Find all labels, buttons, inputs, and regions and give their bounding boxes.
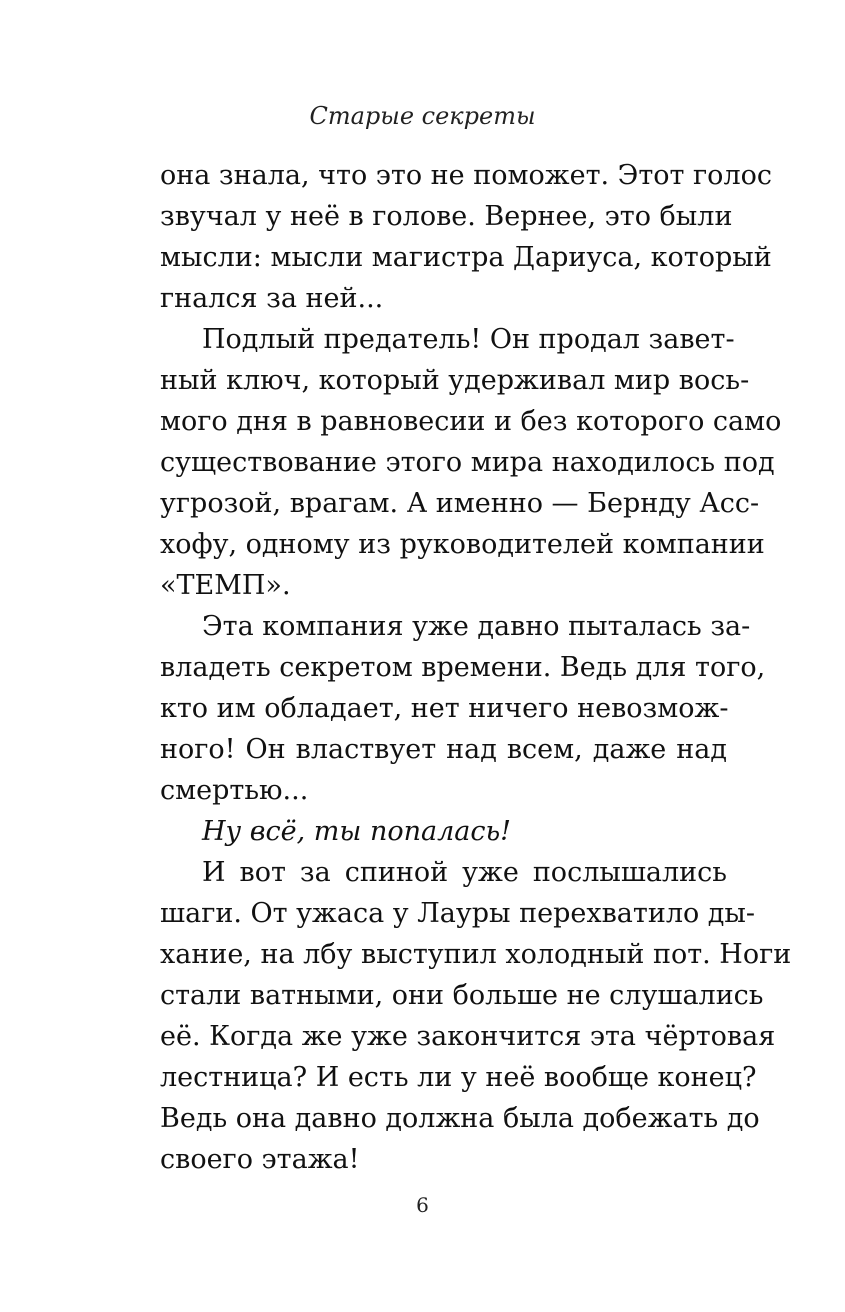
text-line: ный ключ, который удерживал мир вось- bbox=[160, 365, 750, 396]
italic-text-line: Ну всё, ты попалась! bbox=[202, 816, 512, 847]
text-line: существование этого мира находилось под bbox=[160, 447, 775, 478]
text-line: хание, на лбу выступил холодный пот. Ноги bbox=[160, 939, 792, 970]
text-line: Эта компания уже давно пыталась за- bbox=[202, 611, 751, 642]
text-line: Подлый предатель! Он продал завет- bbox=[202, 324, 735, 355]
text-line: «ТЕМП». bbox=[160, 570, 291, 601]
text-line: своего этажа! bbox=[160, 1144, 360, 1175]
text-line: мого дня в равновесии и без которого само bbox=[160, 406, 782, 437]
text-line: угрозой, врагам. А именно — Бернду Асс- bbox=[160, 488, 760, 519]
text-line: хофу, одному из руководителей компании bbox=[160, 529, 765, 560]
body-text bbox=[160, 155, 792, 1180]
text-line: мысли: мысли магистра Дариуса, который bbox=[160, 242, 772, 273]
page-number: 6 bbox=[416, 1193, 429, 1217]
text-line: смертью... bbox=[160, 775, 309, 806]
text-line: ного! Он властвует над всем, даже над bbox=[160, 734, 727, 765]
text-line: стали ватными, они больше не слушались bbox=[160, 980, 764, 1011]
text-line: звучал у неё в голове. Вернее, это были bbox=[160, 201, 733, 232]
text-line: Ведь она давно должна была добежать до bbox=[160, 1103, 760, 1134]
text-line: владеть секретом времени. Ведь для того, bbox=[160, 652, 766, 683]
text-line: гнался за ней... bbox=[160, 283, 384, 314]
text-line: шаги. От ужаса у Лауры перехватило ды- bbox=[160, 898, 756, 929]
text-line: она знала, что это не поможет. Этот голос bbox=[160, 160, 772, 191]
text-line: лестница? И есть ли у неё вообще конец? bbox=[160, 1062, 757, 1093]
text-line: её. Когда же уже закончится эта чёртовая bbox=[160, 1021, 776, 1052]
running-head: Старые секреты bbox=[309, 102, 536, 130]
text-line: кто им обладает, нет ничего невозмож- bbox=[160, 693, 729, 724]
text-line: И вот за спиной уже послышались bbox=[202, 857, 727, 888]
